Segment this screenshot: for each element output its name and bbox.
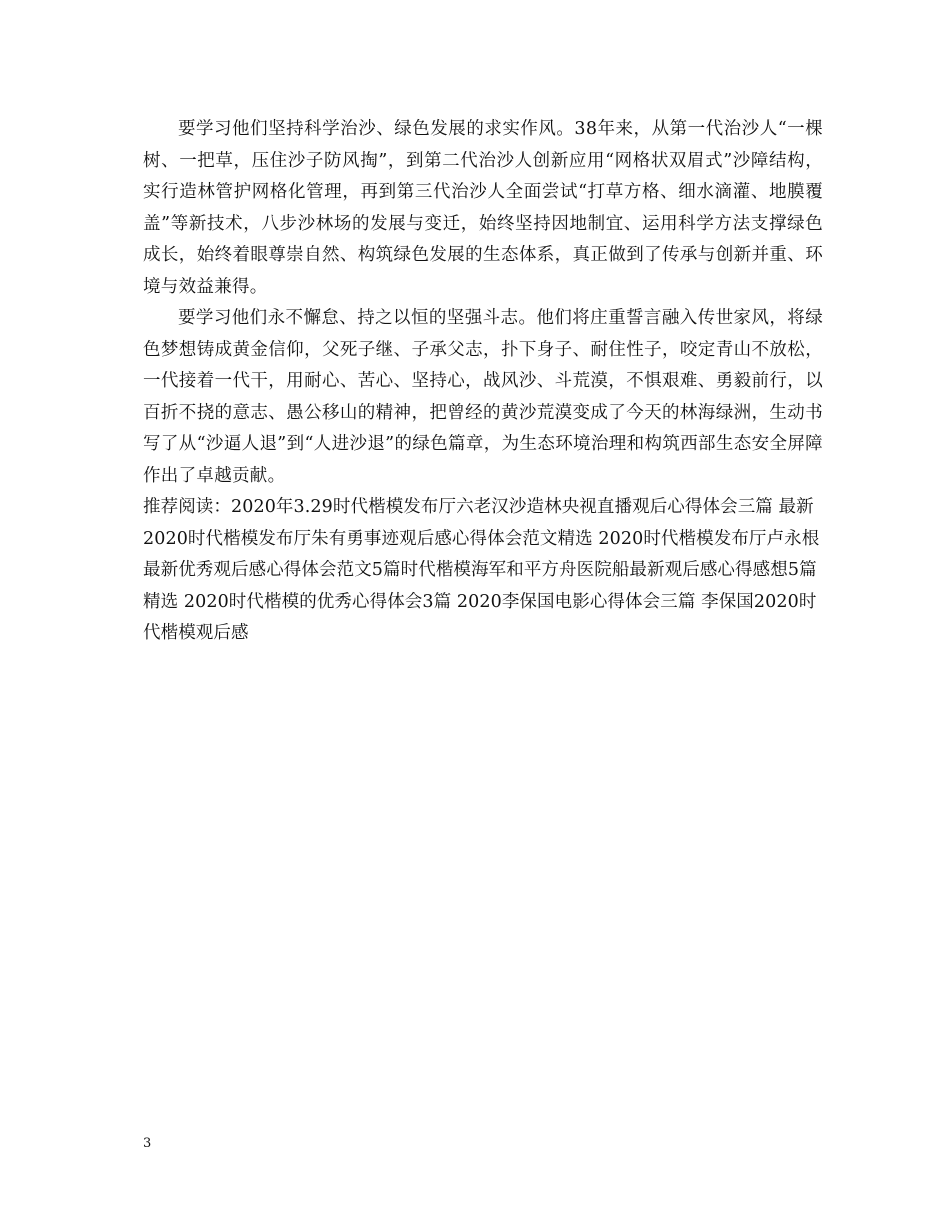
document-body [143,114,823,650]
page-number: 3 [143,1136,152,1151]
paragraph-scientific-sand-control: 要学习他们坚持科学治沙、绿色发展的求实作风。38年来，从第一代治沙人“一棵树、一把草，压住沙子防风掏”，到第二代治沙人创新应用“网格状双眉式”沙障结构，实行造林管护网格化管理，再到第三代治沙人全面尝试“打草方格、细水滴灌、地膜覆盖”等新技术，八步沙林场的发展与变迁，始终坚持因地制宜、运用科学方法支撑绿色成长，始终着眼尊崇自然、构筑绿色发展的生态体系，真正做到了传承与创新并重、环境与效益兼得。 [143,119,823,297]
recommended-reading: 推荐阅读：2020年3.29时代楷模发布厅六老汉沙造林央视直播观后心得体会三篇 最新2020时代楷模发布厅朱有勇事迹观后感心得体会范文精选 2020时代楷模发布厅卢永根最新优秀观后感心得体会范文5篇时代楷模海军和平方舟医院船最新观后感心得感想5篇精选 2020时代楷模的优秀心得体会3篇 2020李保国电影心得体会三篇 李保国2020时代楷模观后感 [143,497,820,643]
paragraph-perseverance: 要学习他们永不懈怠、持之以恒的坚强斗志。他们将庄重誓言融入传世家风，将绿色梦想铸成黄金信仰，父死子继、子承父志，扑下身子、耐住性子，咬定青山不放松，一代接着一代干，用耐心、苦心、坚持心，战风沙、斗荒漠，不惧艰难、勇毅前行，以百折不挠的意志、愚公移山的精神，把曾经的黄沙荒漠变成了今天的林海绿洲，生动书写了从“沙逼人退”到“人进沙退”的绿色篇章，为生态环境治理和构筑西部生态安全屏障作出了卓越贡献。 [143,308,823,486]
